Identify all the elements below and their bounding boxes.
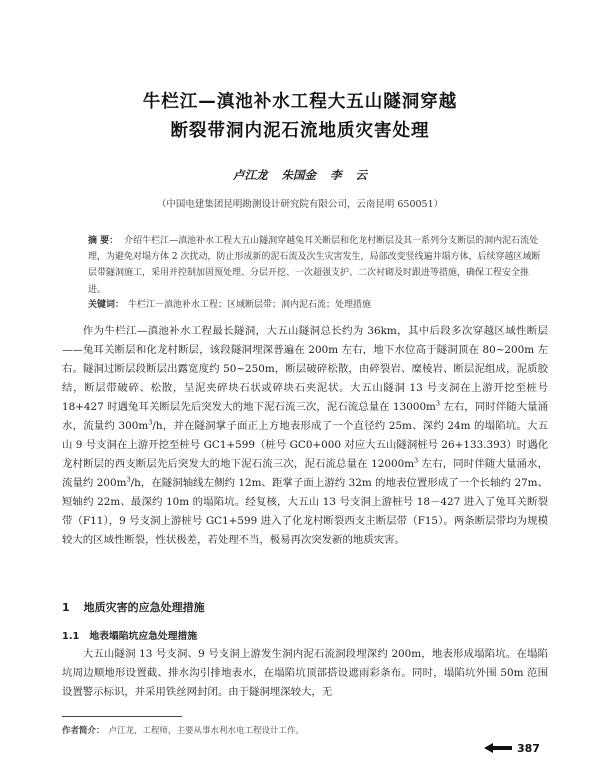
keywords-text: 牛栏江－滇池补水工程；区域断层带；洞内泥石流；处理措施 <box>128 300 372 310</box>
abstract-label: 摘 要： <box>88 236 119 246</box>
subsection-paragraph: 大五山隧洞 13 号支洞、9 号支洞上游发生洞内泥石流洞段埋深约 200m，地表形成塌陷坑。在塌陷坑周边顺地形设置截、排水沟引排地表水，在塌陷坑顶部搭设遮雨彩条布。同时，塌陷坑外围 50m 范围设置警示标识，并采用铁丝网封闭。由于隧洞埋深较大，无 <box>62 648 548 698</box>
affiliation: （中国电建集团昆明勘测设计研究院有限公司，云南昆明 650051） <box>156 199 444 210</box>
abstract <box>88 233 543 298</box>
keywords <box>88 297 543 313</box>
footnote: 作者简介： 卢江龙，工程师，主要从事水利水电工程设计工作。 <box>62 726 305 736</box>
keywords-label: 关键词： <box>88 300 125 310</box>
paper-title-line-2: 断裂带洞内泥石流地质灾害处理 <box>170 121 430 141</box>
intro-paragraph: 作为牛栏江—滇池补水工程最长隧洞，大五山隧洞总长约为 36km，其中后段多次穿越区域性断层——兔耳关断层和化龙村断层，该段隧洞埋深普遍在 200m 左右，地下水位高于隧洞顶在 80~200m 左右。隧洞过断层段断层出露宽度约 50~250m，断层破碎松散，由碎裂岩、糜棱岩、断层泥组成，泥质胶结，断层带破碎、松散，呈泥夹碎块石状或碎块石夹泥状。大五山隧洞 13 号支洞在上游开挖至桩号 18+427 时遇兔耳关断层先后突发大的地下泥石流三次，泥石流总量在 $13000m^3$ 左右，同时伴随大量涌水，流量约 $300m^3/h$，并在隧洞掌子面正上方地表形成了一个直径约 25m、深约 24m 的塌陷坑。大五山 9 号支洞在上游开挖至桩号 GC1+599（桩号 GC0+000 对应大五山隧洞桩号 26+133.393）时遇化龙村断层的西支断层先后突发大的地下泥石流三次，泥石流总量在 $12000m^3$ 左右，同时伴随大量涌水，流量约 $200m^3/h$，在隧洞轴线左侧约 12m、距掌子面上游约 32m 的地表位置形成了一个长轴约 27m、短轴约 22m、最深约 10m 的塌陷坑。经复核，大五山 13 号支洞上游桩号 18－427 进入了兔耳关断裂带（F11），9 号支洞上游桩号 GC1+599 进入了化龙村断裂西支主断层带（F15）。两条断层带均为规模较大的区域性断裂，性状极差，若处理不当，极易再次突发新的地质灾害。 <box>62 325 548 546</box>
abstract-text: 介绍牛栏江—滇池补水工程大五山隧洞穿越兔耳关断层和化龙村断层及其一系列分支断层的洞内泥石流处理，为避免对塌方体 2 次扰动，防止形成新的泥石流及次生灾害发生，局部改变竖线遍井塌方体，后续穿越区域断层带隧洞施工，采用并控制加固预处理、分层开挖、一次超强支护、二次衬砌及时跟进等措施，确保工程安全推进。 <box>88 236 541 295</box>
footnote-divider <box>62 716 182 717</box>
paper-title-line-1: 牛栏江—滇池补水工程大五山隧洞穿越 <box>142 92 458 112</box>
arrow-left-icon <box>484 743 512 753</box>
page-number: 387 <box>484 741 540 755</box>
authors: 卢江龙 朱国金 李 云 <box>232 168 367 182</box>
subsection-heading: 1.1 地表塌陷坑应急处理措施 <box>62 631 198 642</box>
section-heading: 1 地质灾害的应急处理措施 <box>62 601 205 614</box>
